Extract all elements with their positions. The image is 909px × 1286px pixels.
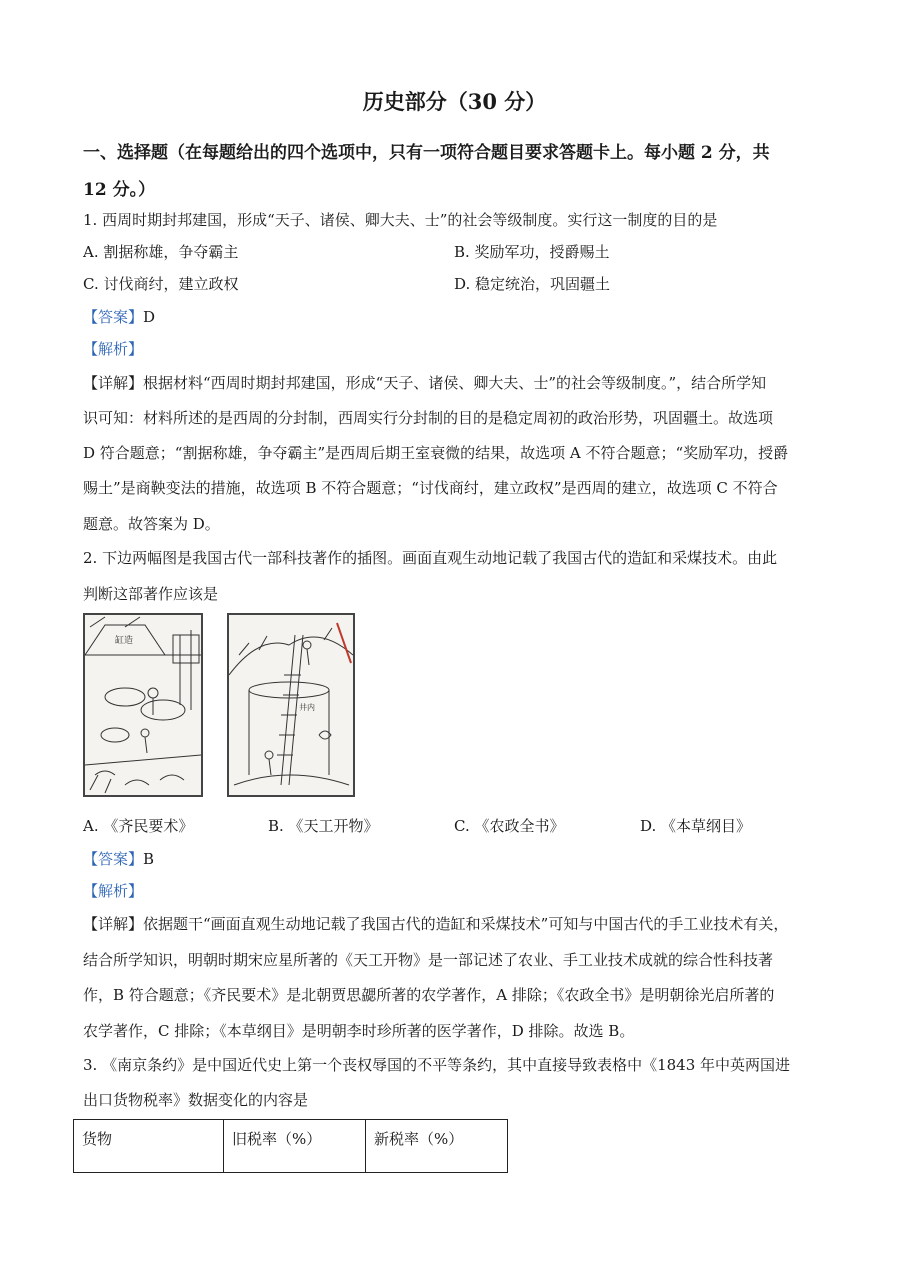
q1-option-c: C. 讨伐商纣，建立政权 bbox=[83, 275, 239, 293]
tax-rate-table bbox=[73, 1119, 508, 1173]
q3-stem-line2: 出口货物税率》数据变化的内容是 bbox=[83, 1091, 309, 1109]
q1-detail-line2: 识可知：材料所述的是西周的分封制，西周实行分封制的目的是稳定周初的政治形势，巩固疆土。故选项 bbox=[83, 409, 774, 427]
table-header-old-rate: 旧税率（%） bbox=[224, 1120, 366, 1173]
q1-detail-line3: D 符合题意；“割据称雄，争夺霸主”是西周后期王室衰微的结果，故选项 A 不符合题意；“奖励军功，授爵 bbox=[83, 444, 789, 462]
q1-detail-line5: 题意。故答案为 D。 bbox=[83, 515, 220, 533]
q2-stem-line2: 判断这部著作应该是 bbox=[83, 585, 219, 603]
illustration-vat-making bbox=[83, 613, 203, 797]
q1-detail-line4: 赐土”是商鞅变法的措施，故选项 B 不符合题意；“讨伐商纣，建立政权”是西周的建立，故选项 C 不符合 bbox=[83, 479, 778, 497]
q1-analysis-tag: 【解析】 bbox=[83, 340, 144, 358]
q2-detail-line1: 【详解】依据题干“画面直观生动地记载了我国古代的造缸和采煤技术”可知与中国古代的手工业技术有关， bbox=[83, 915, 789, 933]
section-heading-line2: 12 分。） bbox=[83, 180, 156, 200]
q2-stem-line1: 2. 下边两幅图是我国古代一部科技著作的插图。画面直观生动地记载了我国古代的造缸和采煤技术。由此 bbox=[83, 549, 778, 567]
mining-illustration-caption: 井内 bbox=[299, 703, 315, 712]
q1-option-a: A. 割据称雄，争夺霸主 bbox=[83, 243, 239, 261]
q2-option-c: C. 《农政全书》 bbox=[454, 817, 565, 835]
q1-answer bbox=[83, 306, 155, 327]
q2-answer-tag: 【答案】 bbox=[83, 850, 144, 868]
table-header-row bbox=[74, 1120, 508, 1173]
q2-detail-line4: 农学著作，C 排除；《本草纲目》是明朝李时珍所著的医学著作，D 排除。故选 B。 bbox=[83, 1022, 635, 1040]
q1-answer-value: D bbox=[143, 308, 156, 326]
q1-option-d: D. 稳定统治，巩固疆土 bbox=[454, 275, 611, 293]
q1-detail-line1: 【详解】根据材料“西周时期封邦建国，形成“天子、诸侯、卿大夫、士”的社会等级制度。”，结合所学知 bbox=[83, 374, 767, 392]
q2-detail-line3: 作，B 符合题意；《齐民要术》是北朝贾思勰所著的农学著作，A 排除；《农政全书》是明朝徐光启所著的 bbox=[83, 986, 775, 1004]
vat-making-drawing bbox=[85, 615, 201, 795]
q2-option-b: B. 《天工开物》 bbox=[268, 817, 379, 835]
q2-analysis-tag: 【解析】 bbox=[83, 882, 144, 900]
illustration-coal-mining bbox=[227, 613, 355, 797]
q2-answer bbox=[83, 848, 154, 869]
q2-detail-line2: 结合所学知识，明朝时期宋应星所著的《天工开物》是一部记述了农业、手工业技术成就的综合性科技著 bbox=[83, 951, 774, 969]
table-header-goods: 货物 bbox=[74, 1120, 224, 1173]
q3-stem-line1: 3. 《南京条约》是中国近代史上第一个丧权辱国的不平等条约，其中直接导致表格中《1843 年中英两国进 bbox=[83, 1056, 791, 1074]
q1-answer-tag: 【答案】 bbox=[83, 308, 144, 326]
coal-mining-drawing bbox=[229, 615, 353, 795]
page-title: 历史部分（30 分） bbox=[362, 89, 547, 114]
section-heading-line1: 一、选择题（在每题给出的四个选项中，只有一项符合题目要求答题卡上。每小题 2 分，共 bbox=[83, 143, 770, 163]
table-header-new-rate: 新税率（%） bbox=[366, 1120, 508, 1173]
vat-illustration-caption: 缸造 bbox=[115, 636, 134, 646]
q1-option-b: B. 奖励军功，授爵赐土 bbox=[454, 243, 610, 261]
q2-option-d: D. 《本草纲目》 bbox=[640, 817, 752, 835]
q1-stem: 1. 西周时期封邦建国，形成“天子、诸侯、卿大夫、士”的社会等级制度。实行这一制度的目的是 bbox=[83, 211, 718, 229]
q2-answer-value: B bbox=[143, 850, 155, 868]
q2-option-a: A. 《齐民要术》 bbox=[83, 817, 194, 835]
